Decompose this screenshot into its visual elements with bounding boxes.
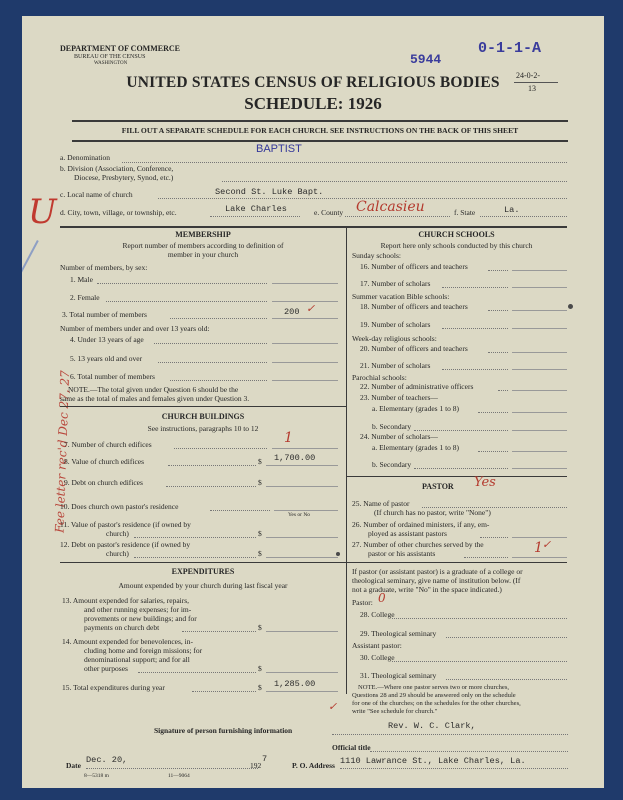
q17-label: 17. Number of scholars bbox=[360, 279, 431, 288]
local-name-value: Second St. Luke Bapt. bbox=[215, 187, 324, 197]
membership-note: NOTE.—The total given under Question 6 should be the bbox=[68, 385, 239, 394]
q24-label: 24. Number of scholars— bbox=[360, 432, 438, 441]
q14-dollar: $ bbox=[258, 664, 262, 673]
denomination-value: BAPTIST bbox=[256, 143, 302, 155]
summer-schools-label: Summer vacation Bible schools: bbox=[352, 292, 450, 301]
pastor-note-line-4: write "See schedule for church." bbox=[352, 708, 438, 715]
q26-line-2: ployed as assistant pastors bbox=[368, 529, 447, 538]
bureau-name: BUREAU OF THE CENSUS bbox=[74, 54, 146, 60]
q10-label: 10. Does church own pastor's residence bbox=[60, 502, 179, 511]
yes-no-caption: Yes or No bbox=[288, 512, 311, 518]
q3-value: 200 bbox=[284, 307, 300, 317]
year-value: 7 bbox=[262, 754, 268, 764]
date-label: Date bbox=[66, 761, 81, 770]
sunday-schools-label: Sunday schools: bbox=[352, 251, 401, 260]
q8-label: 8. Value of church edifices bbox=[64, 457, 145, 466]
q7-label: 7. Number of church edifices bbox=[64, 440, 152, 449]
q20-label: 20. Number of officers and teachers bbox=[360, 344, 468, 353]
instructions-banner: FILL OUT A SEPARATE SCHEDULE FOR EACH CHURCH. SEE INSTRUCTIONS ON THE BACK OF THIS SHEET bbox=[121, 126, 519, 135]
q13-dollar: $ bbox=[258, 623, 262, 632]
q15-label: 15. Total expenditures during year bbox=[62, 683, 165, 692]
bureau-city: WASHINGTON bbox=[94, 61, 128, 66]
q11-label-2: church) bbox=[106, 529, 129, 538]
q27-check-mark: ✓ bbox=[542, 538, 552, 551]
q9-label: 9. Debt on church edifices bbox=[64, 478, 143, 487]
pastor-note-line-3: for one of the churches; on the schedules for the other churches, bbox=[352, 700, 521, 707]
schedule-title: SCHEDULE: 1926 bbox=[244, 94, 382, 113]
q30-label: 30. College bbox=[360, 653, 395, 662]
pastor-note-line-2: Questions 28 and 29 should be answered only on the schedule bbox=[352, 692, 516, 699]
schools-intro: Report here only schools conducted by this church bbox=[380, 241, 533, 250]
state-label: f. State bbox=[454, 208, 476, 217]
q24b-label: b. Secondary bbox=[372, 460, 412, 469]
q11-label: 11. Value of pastor's residence (if owned by bbox=[60, 520, 191, 529]
q14-line-4: other purposes bbox=[84, 664, 128, 673]
signature-check-mark: ✓ bbox=[328, 700, 338, 713]
q15-dollar: $ bbox=[258, 683, 262, 692]
date-value: Dec. 20, bbox=[86, 755, 128, 765]
q3-check-mark: ✓ bbox=[306, 302, 316, 315]
q18-label: 18. Number of officers and teachers bbox=[360, 302, 468, 311]
file-code-top: 24-0-2- bbox=[516, 71, 540, 80]
expenditures-intro: Amount expended by your church during last fiscal year bbox=[118, 581, 288, 590]
denomination-label: a. Denomination bbox=[60, 153, 110, 162]
members-by-sex-label: Number of members, by sex: bbox=[60, 263, 148, 272]
form-number: 8—5318 m bbox=[84, 773, 109, 779]
q23b-label: b. Secondary bbox=[372, 422, 412, 431]
margin-pencil-stroke bbox=[22, 240, 48, 295]
state-value: La. bbox=[504, 205, 520, 215]
q27-value: 1 bbox=[534, 540, 543, 556]
ink-dot bbox=[568, 304, 573, 309]
stamp-code: 0-1-1-A bbox=[478, 40, 542, 57]
age-header-label: Number of members under and over 13 years old: bbox=[60, 324, 210, 333]
q19-label: 19. Number of scholars bbox=[360, 320, 431, 329]
q24a-label: a. Elementary (grades 1 to 8) bbox=[372, 443, 460, 452]
q13-line-3: provements or new buildings; and for bbox=[84, 614, 197, 623]
q8-value: 1,700.00 bbox=[274, 453, 316, 463]
q1-label: 1. Male bbox=[70, 275, 93, 284]
q22-label: 22. Number of administrative officers bbox=[360, 382, 474, 391]
expenditures-heading: EXPENDITURES bbox=[171, 567, 235, 576]
q23a-label: a. Elementary (grades 1 to 8) bbox=[372, 404, 460, 413]
schools-heading: CHURCH SCHOOLS bbox=[418, 230, 495, 239]
membership-intro: Report number of members according to definition of bbox=[122, 241, 284, 250]
division-label: b. Division (Association, Conference, bbox=[60, 164, 174, 173]
stamp-number: 5944 bbox=[410, 52, 442, 67]
q2-label: 2. Female bbox=[70, 293, 100, 302]
membership-intro-2: member in your church bbox=[167, 250, 239, 259]
q23-label: 23. Number of teachers— bbox=[360, 393, 438, 402]
grad-line-1: If pastor (or assistant pastor) is a graduate of a college or bbox=[352, 567, 523, 576]
city-value: Lake Charles bbox=[225, 204, 287, 214]
pastor-heading-mark: Yes bbox=[474, 475, 496, 490]
q12-dollar: $ bbox=[258, 549, 262, 558]
q4-label: 4. Under 13 years of age bbox=[70, 335, 144, 344]
signature-value: Rev. W. C. Clark, bbox=[388, 721, 476, 731]
county-value: Calcasieu bbox=[356, 199, 425, 215]
q29-label: 29. Theological seminary bbox=[360, 629, 437, 638]
q14-line-2: cluding home and foreign missions; for bbox=[84, 646, 203, 655]
file-code-bottom: 13 bbox=[528, 84, 536, 93]
department-name: DEPARTMENT OF COMMERCE bbox=[60, 44, 181, 53]
q12-label-2: church) bbox=[106, 549, 129, 558]
grad-line-2: theological seminary, give name of institution below. (If bbox=[352, 576, 521, 585]
q9-dollar: $ bbox=[258, 478, 262, 487]
q27-line-1: 27. Number of other churches served by the bbox=[352, 540, 484, 549]
q7-value: 1 bbox=[284, 430, 293, 446]
address-value: 1110 Lawrance St., Lake Charles, La. bbox=[340, 756, 526, 766]
q15-value: 1,285.00 bbox=[274, 679, 316, 689]
local-name-label: c. Local name of church bbox=[60, 190, 133, 199]
q28-label: 28. College bbox=[360, 610, 395, 619]
q31-label: 31. Theological seminary bbox=[360, 671, 437, 680]
q11-dollar: $ bbox=[258, 529, 262, 538]
membership-note-2: same as the total of males and females given under Question 3. bbox=[60, 394, 250, 403]
q26-line-1: 26. Number of ordained ministers, if any, em- bbox=[352, 520, 490, 529]
q16-label: 16. Number of officers and teachers bbox=[360, 262, 468, 271]
parochial-schools-label: Parochial schools: bbox=[352, 373, 407, 382]
pastor-heading: PASTOR bbox=[422, 482, 454, 491]
ink-dot bbox=[336, 552, 340, 556]
grad-line-3: not a graduate, write "No" in the space indicated.) bbox=[352, 585, 502, 594]
q14-line-3: denominational support; and for all bbox=[84, 655, 190, 664]
census-schedule-sheet bbox=[22, 16, 604, 788]
pastor-education-mark: 0 bbox=[378, 591, 386, 605]
q14-line-1: 14. Amount expended for benevolences, in- bbox=[62, 637, 194, 646]
signature-label: Signature of person furnishing information bbox=[154, 726, 293, 735]
q21-label: 21. Number of scholars bbox=[360, 361, 431, 370]
margin-mark: U bbox=[28, 192, 57, 232]
q13-line-2: and other running expenses; for im- bbox=[84, 605, 192, 614]
form-title: UNITED STATES CENSUS OF RELIGIOUS BODIES bbox=[126, 74, 500, 91]
q6-label: 6. Total number of members bbox=[70, 372, 155, 381]
assistant-pastor-label: Assistant pastor: bbox=[352, 641, 402, 650]
q27-line-2: pastor or his assistants bbox=[368, 549, 436, 558]
city-label: d. City, town, village, or township, etc. bbox=[60, 208, 177, 217]
county-label: e. County bbox=[314, 208, 344, 217]
membership-heading: MEMBERSHIP bbox=[175, 230, 231, 239]
year-prefix: 192 bbox=[250, 761, 262, 770]
division-label-2: Diocese, Presbytery, Synod, etc.) bbox=[74, 173, 174, 182]
q13-line-1: 13. Amount expended for salaries, repairs, bbox=[62, 596, 190, 605]
q25-label: 25. Name of pastor bbox=[352, 499, 410, 508]
buildings-intro: See instructions, paragraphs 10 to 12 bbox=[147, 424, 259, 433]
address-label: P. O. Address bbox=[292, 761, 335, 770]
pastor-note-line-1: NOTE.—Where one pastor serves two or more churches, bbox=[358, 684, 510, 691]
q5-label: 5. 13 years old and over bbox=[70, 354, 143, 363]
pastor-sub-label: Pastor: bbox=[352, 598, 373, 607]
weekday-schools-label: Week-day religious schools: bbox=[352, 334, 437, 343]
margin-note: Fee letter rec'd Dec 27, 27 bbox=[52, 370, 73, 534]
q3-label: 3. Total number of members bbox=[62, 310, 147, 319]
print-number: 11—9064 bbox=[168, 773, 190, 779]
q12-label: 12. Debt on pastor's residence (if owned by bbox=[60, 540, 191, 549]
q13-line-4: payments on church debt bbox=[84, 623, 160, 632]
buildings-heading: CHURCH BUILDINGS bbox=[161, 412, 245, 421]
official-title-label: Official title bbox=[332, 743, 371, 752]
q25-note: (If church has no pastor, write "None") bbox=[374, 508, 491, 517]
q8-dollar: $ bbox=[258, 457, 262, 466]
